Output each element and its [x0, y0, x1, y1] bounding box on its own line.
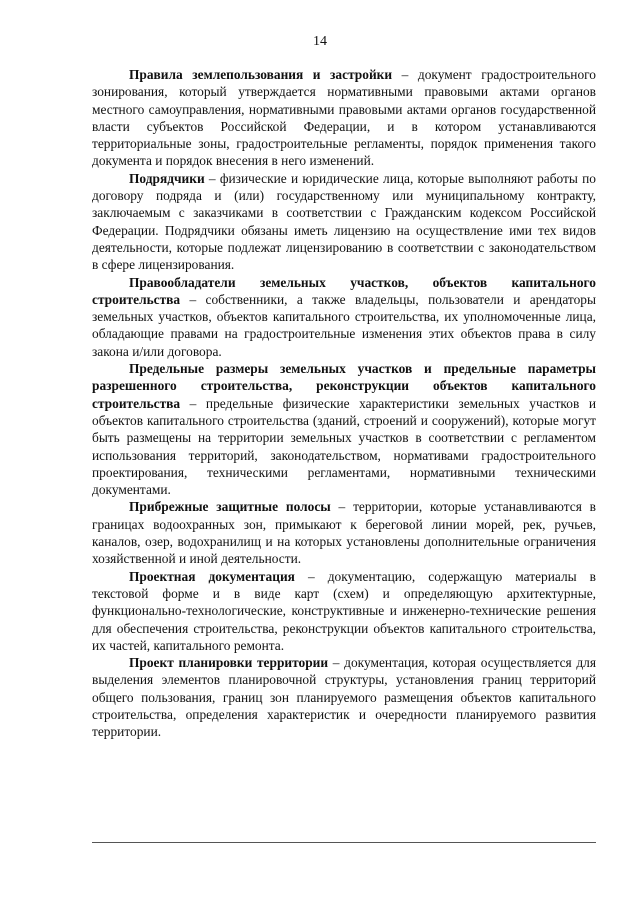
definition-term: Проект планировки территории	[129, 655, 329, 671]
definition-term: Правообладатели земельных участков, объектов капитального строительства	[92, 274, 596, 307]
definition-text: – территории, которые устанавливаются в границах водоохранных зон, примыкают к береговой линии морей, рек, ручьев, каналов, озер, водохранилищ и на которых установлены дополнительные ограничения хозяйственной и иной деятельности.	[92, 499, 596, 567]
definition-term: Правила землепользования и застройки	[129, 67, 393, 82]
definition-text: – собственники, а также владельцы, пользователи и арендаторы земельных участков, объектов капитального строительства, их уполномоченные лица, обладающие правами на градостроительные изменения этих объектов права в силу закона и/или договора.	[92, 291, 596, 359]
definition-paragraph	[92, 498, 596, 567]
definition-text: – документацию, содержащую материалы в текстовой форме и в виде карт (схем) и определяющую архитектурные, функционально-технологические, конструктивные и инженерно-технические решения для обеспечения строительства, реконструкции объектов капитального строительства, их частей, капитального ремонта.	[92, 568, 596, 653]
definition-paragraph	[92, 170, 596, 274]
definition-text: – предельные физические характеристики земельных участков и объектов капитального строительства (зданий, строений и сооружений), которые могут быть размещены на территории земельных участков в соответствии с регламентом использования территорий, законодательством, нормативами градостроительного проектирования, техническими регламентами, нормативными техническими документами.	[92, 395, 596, 498]
definition-term: Прибрежные защитные полосы	[129, 499, 331, 515]
definition-term: Подрядчики	[129, 170, 205, 186]
definition-text: – документация, которая осуществляется для выделения элементов планировочной структуры, установления границ территорий общего пользования, границ зон планируемого размещения объектов капитального строительства, определения характеристик и очередности планируемого развития территории.	[92, 655, 597, 740]
definition-paragraph	[92, 654, 596, 740]
definition-text: – физические и юридические лица, которые выполняют работы по договору подряда и (или) государственному или муниципальному контракту, заключаемым с заказчиками в соответствии с Гражданским кодексом Российской Федерации. Подрядчики обязаны иметь лицензию на осуществление ими тех видов деятельности, которые подлежат лицензированию в соответствии с законодательством в сфере лицензирования.	[92, 170, 596, 273]
page-number: 14	[313, 34, 327, 49]
footer-divider	[92, 842, 596, 843]
definition-paragraph	[92, 274, 596, 360]
definition-term: Предельные размеры земельных участков и предельные параметры разрешенного строительства, реконструкции объектов капитального строительства	[92, 361, 596, 411]
document-body	[92, 66, 596, 741]
definition-term: Проектная документация	[129, 568, 295, 584]
definition-paragraph	[92, 66, 596, 170]
definition-paragraph	[92, 568, 596, 654]
definition-text: – документ градостроительного зонирования, который утверждается нормативными правовыми актами органов местного самоуправления, нормативными правовыми актами органов государственной власти субъектов Российской Федерации, и в котором устанавливаются территориальные зоны, градостроительные регламенты, порядок применения такого документа и порядок внесения в него изменений.	[92, 67, 596, 169]
definition-paragraph	[92, 360, 596, 498]
